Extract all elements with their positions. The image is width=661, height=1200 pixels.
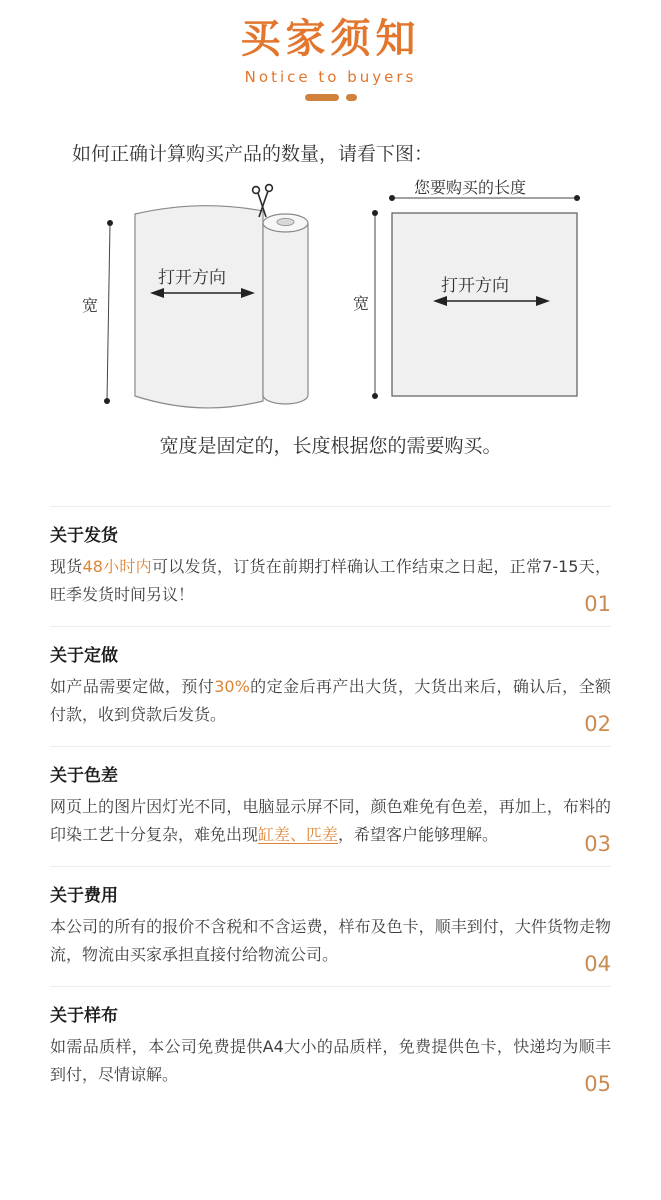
page-subtitle: Notice to buyers (244, 68, 417, 86)
diagram-caption: 宽度是固定的，长度根据您的需要购买。 (159, 435, 502, 457)
body-text: 可以发货，订货在前期打样确认工作结束之日起，正常7-15天，旺季发货时间另议！ (50, 557, 611, 604)
intro-text: 如何正确计算购买产品的数量，请看下图： (72, 143, 434, 165)
body-text: 网页上的图片因灯光不同，电脑显示屏不同，颜色难免有色差，再加上，布料的印染工艺十分复杂，难免出现 (50, 797, 611, 844)
page-header (0, 0, 661, 101)
notice-customization (50, 627, 611, 746)
roll-width-label: 宽 (82, 296, 99, 315)
body-text: 的定金后再产出大货，大货出来后，确认后，全额付款，收到贷款后发货。 (50, 677, 611, 724)
body-highlight: 缸差、匹差 (258, 824, 339, 844)
flat-width-label: 宽 (353, 294, 370, 313)
roll-direction-label: 打开方向 (158, 268, 226, 288)
notice-title: 关于定做 (50, 646, 118, 666)
flat-sheet-diagram (345, 169, 595, 414)
fabric-square-shape (392, 213, 577, 396)
notice-fees (50, 867, 611, 986)
notice-title: 关于发货 (50, 526, 118, 546)
body-text: 现货 (50, 557, 83, 576)
body-text: 如需品质样，本公司免费提供A4大小的品质样，免费提供色卡，快递均为顺丰到付，尽情谅解。 (50, 1037, 611, 1084)
notice-number: 01 (584, 592, 611, 616)
notice-samples (50, 987, 611, 1106)
body-highlight: 48小时内 (82, 557, 152, 576)
flat-length-label: 您要购买的长度 (413, 178, 526, 197)
notice-number: 04 (584, 952, 611, 976)
notice-number: 03 (584, 832, 611, 856)
roll-body-shape (263, 223, 308, 404)
notice-title: 关于样布 (50, 1006, 118, 1026)
notice-number: 05 (584, 1072, 611, 1096)
fabric-roll-drawing (80, 169, 320, 414)
header-dash-decoration (0, 94, 661, 101)
notice-color-difference (50, 747, 611, 866)
flat-direction-label: 打开方向 (441, 276, 509, 296)
notice-shipping (50, 507, 611, 626)
dash-long-icon (305, 94, 339, 101)
body-text: ，希望客户能够理解。 (338, 824, 499, 844)
notice-title: 关于色差 (50, 766, 118, 786)
measurement-diagrams (0, 169, 661, 416)
notice-title: 关于费用 (50, 886, 118, 906)
width-dimension-line (372, 210, 378, 399)
page-title: 买家须知 (240, 16, 421, 62)
notice-sections (0, 506, 661, 1106)
body-text: 本公司的所有的报价不含税和不含运费，样布及色卡，顺丰到付，大件货物走物流，物流由买家承担直接付给物流公司。 (50, 917, 611, 964)
fabric-roll-diagram (80, 169, 320, 414)
fabric-sheet-shape (135, 206, 263, 408)
dash-short-icon (346, 94, 357, 101)
notice-number: 02 (584, 712, 611, 736)
body-text: 如产品需要定做，预付 (50, 677, 215, 696)
width-dimension-line (104, 220, 113, 404)
body-highlight: 30% (214, 677, 250, 696)
